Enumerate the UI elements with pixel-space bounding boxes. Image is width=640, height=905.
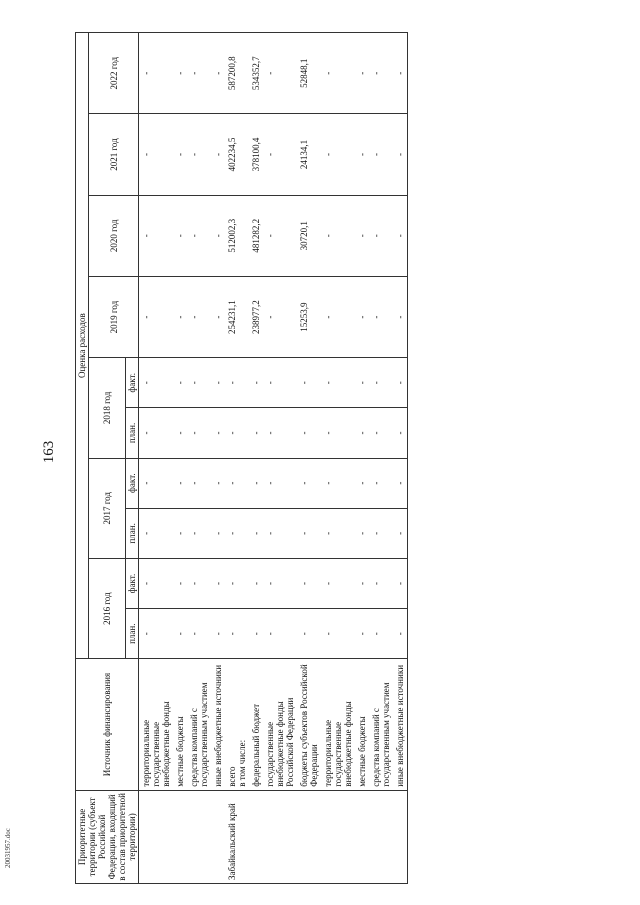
value-cell: -: [297, 609, 321, 659]
header-estimate-group: Оценка расходов: [76, 33, 89, 659]
territory-cell: [187, 790, 211, 883]
value-cell: 481282,2: [249, 195, 263, 276]
table-container: [75, 32, 405, 884]
value-cell: -: [187, 114, 211, 195]
header-year-2019: 2019 год: [89, 276, 139, 357]
value-cell: -: [139, 609, 174, 659]
value-cell: 52848,1: [297, 33, 321, 114]
header-year-2020: 2020 год: [89, 195, 139, 276]
table-row: [249, 33, 263, 884]
value-cell: -: [139, 114, 174, 195]
source-cell: иные внебюджетные источники: [393, 659, 408, 790]
value-cell: -: [393, 558, 408, 608]
value-cell: 587200,8: [225, 33, 249, 114]
table-row: [393, 33, 408, 884]
header-2017-fact: факт.: [126, 458, 139, 508]
value-cell: -: [355, 195, 369, 276]
document-code: 20031957.doc: [4, 828, 12, 868]
value-cell: -: [321, 408, 355, 458]
value-cell: -: [263, 458, 297, 508]
territory-cell: Забайкальский край: [225, 790, 249, 883]
value-cell: -: [263, 609, 297, 659]
table-body: [139, 33, 408, 884]
value-cell: -: [211, 33, 225, 114]
value-cell: -: [355, 408, 369, 458]
header-year-2016: 2016 год: [89, 558, 126, 658]
value-cell: -: [187, 558, 211, 608]
table-row: [211, 33, 225, 884]
value-cell: -: [211, 458, 225, 508]
value-cell: -: [211, 358, 225, 408]
source-cell: местные бюджеты: [173, 659, 187, 790]
value-cell: -: [249, 408, 263, 458]
value-cell: 24134,1: [297, 114, 321, 195]
table-row: [369, 33, 393, 884]
table-row: [139, 33, 174, 884]
header-source: Источник финансирования: [76, 659, 139, 790]
header-2018-fact: факт.: [126, 358, 139, 408]
territory-cell: [263, 790, 297, 883]
territory-cell: [321, 790, 355, 883]
value-cell: -: [263, 408, 297, 458]
table-row: [225, 33, 249, 884]
value-cell: -: [187, 358, 211, 408]
territory-cell: [249, 790, 263, 883]
value-cell: -: [321, 558, 355, 608]
territory-cell: [393, 790, 408, 883]
value-cell: -: [225, 609, 249, 659]
value-cell: -: [393, 195, 408, 276]
table-row: [173, 33, 187, 884]
value-cell: -: [173, 609, 187, 659]
value-cell: -: [369, 609, 393, 659]
value-cell: -: [139, 508, 174, 558]
source-cell: местные бюджеты: [355, 659, 369, 790]
value-cell: -: [321, 33, 355, 114]
value-cell: 254231,1: [225, 276, 249, 357]
source-cell: государственные внебюджетные фонды Российской Федерации: [263, 659, 297, 790]
header-2016-plan: план.: [126, 609, 139, 659]
value-cell: -: [187, 609, 211, 659]
header-2016-fact: факт.: [126, 558, 139, 608]
source-cell: бюджеты субъектов Российской Федерации: [297, 659, 321, 790]
value-cell: -: [173, 195, 187, 276]
value-cell: -: [297, 458, 321, 508]
value-cell: -: [321, 195, 355, 276]
value-cell: -: [297, 558, 321, 608]
value-cell: -: [321, 609, 355, 659]
header-year-2017: 2017 год: [89, 458, 126, 558]
value-cell: -: [173, 408, 187, 458]
value-cell: -: [211, 558, 225, 608]
value-cell: -: [321, 114, 355, 195]
territory-cell: [211, 790, 225, 883]
value-cell: -: [249, 508, 263, 558]
value-cell: -: [225, 508, 249, 558]
value-cell: -: [187, 33, 211, 114]
value-cell: -: [393, 458, 408, 508]
table-row: [355, 33, 369, 884]
value-cell: -: [225, 408, 249, 458]
value-cell: -: [173, 358, 187, 408]
value-cell: -: [173, 33, 187, 114]
value-cell: -: [263, 33, 297, 114]
value-cell: 15253,9: [297, 276, 321, 357]
source-cell: территориальные государственные внебюджетные фонды: [139, 659, 174, 790]
value-cell: -: [355, 358, 369, 408]
value-cell: -: [263, 114, 297, 195]
territory-cell: [173, 790, 187, 883]
table-row: [187, 33, 211, 884]
value-cell: -: [321, 358, 355, 408]
value-cell: -: [369, 558, 393, 608]
value-cell: 534352,7: [249, 33, 263, 114]
value-cell: -: [139, 276, 174, 357]
value-cell: -: [211, 609, 225, 659]
value-cell: -: [211, 276, 225, 357]
value-cell: -: [355, 276, 369, 357]
value-cell: -: [369, 408, 393, 458]
value-cell: -: [187, 458, 211, 508]
value-cell: -: [173, 114, 187, 195]
table-row: [297, 33, 321, 884]
value-cell: -: [249, 609, 263, 659]
value-cell: -: [297, 358, 321, 408]
value-cell: -: [173, 458, 187, 508]
expenditure-table: [75, 32, 408, 884]
page-number: 163: [41, 440, 57, 464]
source-cell: федеральный бюджет: [249, 659, 263, 790]
value-cell: -: [263, 276, 297, 357]
header-2018-plan: план.: [126, 408, 139, 458]
value-cell: 402234,5: [225, 114, 249, 195]
value-cell: -: [225, 558, 249, 608]
value-cell: -: [173, 558, 187, 608]
header-year-2022: 2022 год: [89, 33, 139, 114]
value-cell: -: [393, 33, 408, 114]
value-cell: -: [225, 358, 249, 408]
value-cell: -: [369, 458, 393, 508]
value-cell: 238977,2: [249, 276, 263, 357]
source-cell: территориальные государственные внебюджетные фонды: [321, 659, 355, 790]
source-cell: средства компаний с государственным участием: [187, 659, 211, 790]
value-cell: -: [355, 609, 369, 659]
value-cell: -: [263, 358, 297, 408]
value-cell: -: [211, 195, 225, 276]
value-cell: -: [355, 508, 369, 558]
value-cell: -: [393, 508, 408, 558]
value-cell: -: [139, 558, 174, 608]
value-cell: -: [263, 508, 297, 558]
value-cell: -: [249, 558, 263, 608]
header-year-2018: 2018 год: [89, 358, 126, 458]
table-row: [263, 33, 297, 884]
value-cell: -: [263, 195, 297, 276]
value-cell: -: [249, 358, 263, 408]
value-cell: 512002,3: [225, 195, 249, 276]
value-cell: -: [321, 458, 355, 508]
value-cell: -: [139, 33, 174, 114]
value-cell: -: [355, 33, 369, 114]
table-header: [76, 33, 139, 884]
value-cell: -: [393, 276, 408, 357]
value-cell: -: [139, 195, 174, 276]
territory-cell: [369, 790, 393, 883]
value-cell: -: [297, 408, 321, 458]
source-cell: всего в том числе:: [225, 659, 249, 790]
value-cell: -: [321, 508, 355, 558]
value-cell: -: [369, 114, 393, 195]
value-cell: -: [187, 276, 211, 357]
value-cell: -: [369, 195, 393, 276]
header-year-2021: 2021 год: [89, 114, 139, 195]
source-cell: средства компаний с государственным участием: [369, 659, 393, 790]
value-cell: -: [263, 558, 297, 608]
value-cell: -: [369, 33, 393, 114]
value-cell: -: [187, 408, 211, 458]
value-cell: -: [297, 508, 321, 558]
territory-cell: [297, 790, 321, 883]
territory-cell: [139, 790, 174, 883]
territory-cell: [355, 790, 369, 883]
value-cell: -: [393, 114, 408, 195]
value-cell: -: [355, 114, 369, 195]
value-cell: -: [393, 609, 408, 659]
value-cell: -: [393, 358, 408, 408]
rotated-page: [75, 32, 640, 881]
value-cell: -: [211, 114, 225, 195]
value-cell: -: [187, 195, 211, 276]
header-territory: Приоритетные территории (субъект Российской Федерации, входящий в состав приоритетной территории): [76, 790, 139, 883]
value-cell: -: [369, 358, 393, 408]
value-cell: 30720,1: [297, 195, 321, 276]
value-cell: -: [249, 458, 263, 508]
value-cell: -: [139, 458, 174, 508]
value-cell: -: [139, 358, 174, 408]
table-row: [321, 33, 355, 884]
value-cell: -: [321, 276, 355, 357]
value-cell: -: [211, 408, 225, 458]
header-2017-plan: план.: [126, 508, 139, 558]
value-cell: -: [393, 408, 408, 458]
value-cell: -: [369, 508, 393, 558]
value-cell: -: [173, 508, 187, 558]
value-cell: -: [139, 408, 174, 458]
value-cell: -: [355, 458, 369, 508]
value-cell: -: [173, 276, 187, 357]
value-cell: -: [211, 508, 225, 558]
value-cell: -: [187, 508, 211, 558]
value-cell: -: [369, 276, 393, 357]
value-cell: 378100,4: [249, 114, 263, 195]
value-cell: -: [225, 458, 249, 508]
source-cell: иные внебюджетные источники: [211, 659, 225, 790]
value-cell: -: [355, 558, 369, 608]
